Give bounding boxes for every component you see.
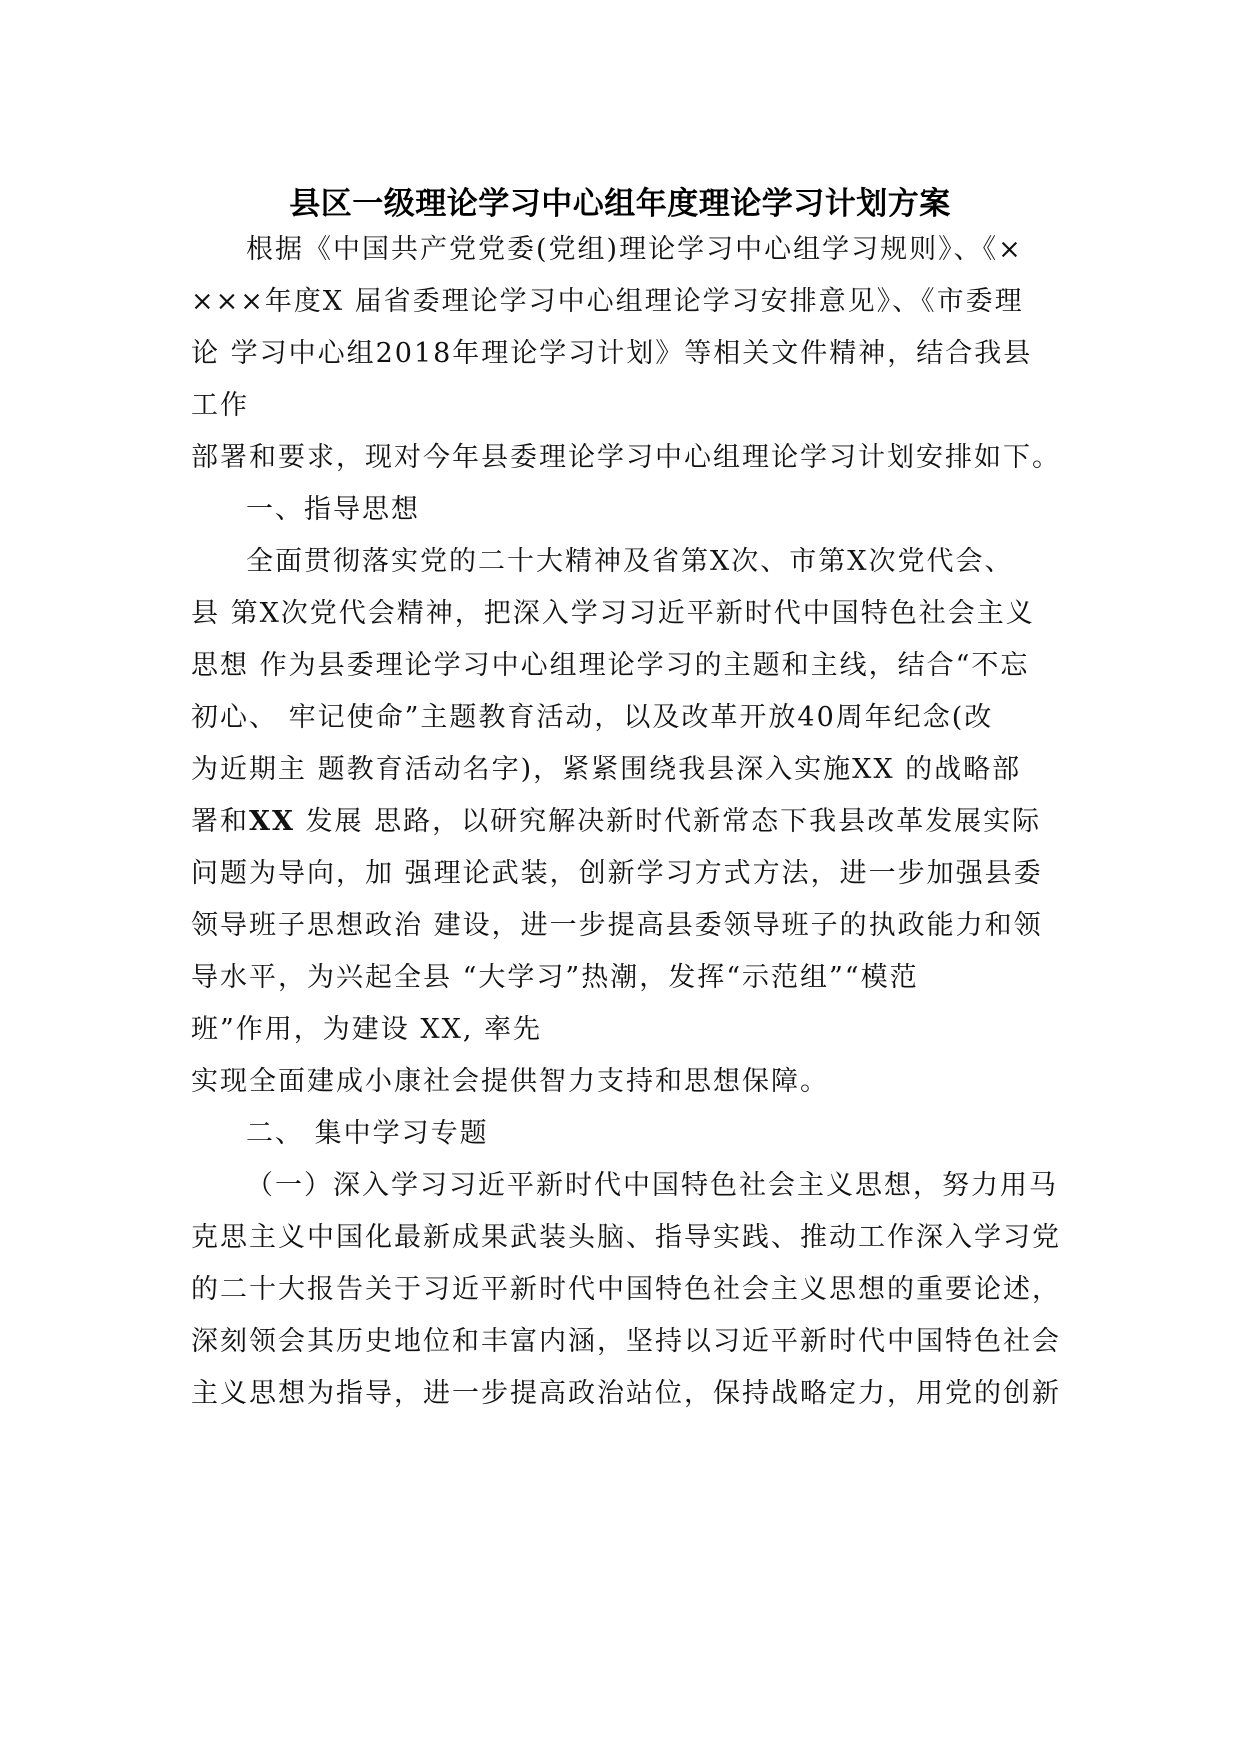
text-line: 为近期主 题教育活动名字)，紧紧围绕我县深入实施XX 的战略部 — [191, 754, 1022, 785]
section-heading: 一、指导思想 — [246, 494, 420, 525]
bold-fragment: XX — [249, 806, 295, 837]
section-heading: 二、 集中学习专题 — [246, 1118, 489, 1149]
text-line: 领导班子思想政治 建设，进一步提高县委领导班子的执政能力和领 — [191, 910, 1043, 941]
text-line: 全面贯彻落实党的二十大精神及省第X次、市第X次党代会、 — [246, 546, 1014, 577]
text-line: 导水平，为兴起全县 “大学习”热潮，发挥“示范组”“模范 — [191, 962, 919, 993]
text-line — [191, 802, 1041, 842]
text-line: 班”作用，为建设 XX, 率先 — [191, 1014, 542, 1045]
text-line: 问题为导向，加 强理论武装，创新学习方式方法，进一步加强县委 — [191, 858, 1043, 889]
text-line: 克思主义中国化最新成果武装头脑、指导实践、推动工作深入学习党 — [191, 1222, 1061, 1253]
text-line: 深刻领会其历史地位和丰富内涵，坚持以习近平新时代中国特色社会 — [191, 1326, 1061, 1357]
text-line: 初心、 牢记使命”主题教育活动，以及改革开放40周年纪念(改 — [191, 702, 994, 733]
text-line: 主义思想为指导，进一步提高政治站位，保持战略定力，用党的创新 — [191, 1378, 1061, 1409]
text-line: 的二十大报告关于习近平新时代中国特色社会主义思想的重要论述， — [191, 1274, 1061, 1305]
text-line: 县 第X次党代会精神，把深入学习习近平新时代中国特色社会主义 — [191, 598, 1035, 629]
text-line: 工作 — [191, 390, 249, 421]
text-line: 实现全面建成小康社会提供智力支持和思想保障。 — [191, 1066, 829, 1097]
text-line: 部署和要求，现对今年县委理论学习中心组理论学习计划安排如下。 — [191, 442, 1061, 473]
text-line: 论 学习中心组2018年理论学习计划》等相关文件精神，结合我县 — [191, 338, 1033, 369]
text-line: 思想 作为县委理论学习中心组理论学习的主题和主线，结合“不忘 — [191, 650, 1030, 681]
text-fragment: 发展 思路，以研究解决新时代新常态下我县改革发展实际 — [305, 806, 1042, 837]
text-line: （一）深入学习习近平新时代中国特色社会主义思想，努力用马 — [246, 1170, 1058, 1201]
text-line: 根据《中国共产党党委(党组)理论学习中心组学习规则》、《× — [246, 234, 1023, 265]
document-title: 县区一级理论学习中心组年度理论学习计划方案 — [289, 186, 951, 222]
text-fragment: 署和 — [191, 806, 249, 837]
text-line: ×××年度X 届省委理论学习中心组理论学习安排意见》、《市委理 — [191, 286, 1024, 317]
